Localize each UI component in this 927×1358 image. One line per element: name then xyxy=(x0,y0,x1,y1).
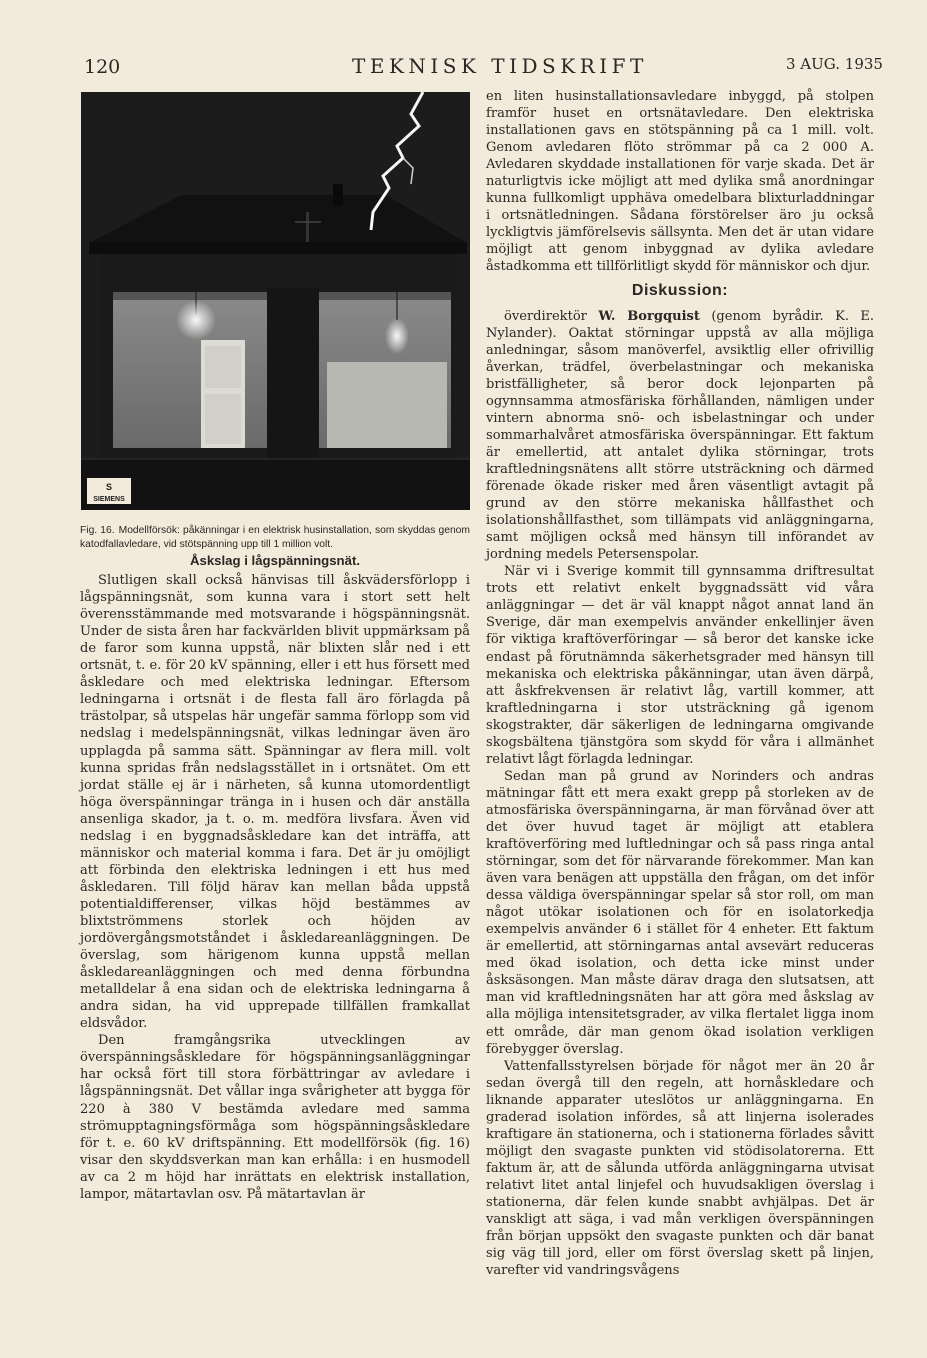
model-house-lightning-photo xyxy=(81,92,470,510)
right-column xyxy=(486,88,874,1279)
paragraph xyxy=(486,308,874,564)
figure-16-photo xyxy=(81,92,470,510)
paragraph: När vi i Sverige kommit till gynnsamma driftresultat trots ett relativt enkelt byggnadssätt vid våra anläggningar — det är väl knappt något annat land än Sverige, där man exempelvis använder enkellinjer även för viktiga kraftöverföringar — så beror det kanske icke endast på förutnämnda säkerhetsgrader med hänsyn till mekaniska och elektriska påkänningar, utan även därpå, att åskfrekvensen är relativt låg, vartill kommer, att kraftledningarna i stor utsträckning gå igenom skogstrakter, där säkerligen de ledningarna omgivande skogsbältena tjänstgöra som skydd för våra i allmänhet relativt lågt förlagda ledningar. xyxy=(486,564,874,767)
paragraph-continuation: en liten husinstallationsavledare inbyggd, på stolpen framför huset en ortsnätavledare. Den elektriska installationen gavs en stötspänning på ca 1 mill. volt. Genom avledaren flöto strömmar på ca 2 000 A. Avledaren skyddade installationen för varje skada. Det är naturligtvis icke möjligt att med dylika små anordningar kunna fullkomligt upphäva omedelbara blixturladdningar i ortsnätledningen. Sådana förstörelser äro ju också lyckligtvis jämförelsevis sällsynta. Men det är utan vidare möjligt att genom inbyggnad av dylika avledare åstadkomma ett tillförlitligt skydd för människor och djur. xyxy=(486,89,874,275)
svg-text:S: S xyxy=(105,482,113,492)
paragraph: Slutligen skall också hänvisas till åskvädersförlopp i lågspänningsnät, som kunna vara i stort sett helt överensstämmande med motsvarande i högspänningsnät. Under de sista åren har fackvärlden blivit uppmärksam på de faror som kunna uppstå, när blixten slår ned i ett ortsnät, t. e. för 20 kV spänning, eller i ett hus försett med åskledare och med elektriska ledningar. Eftersom ledningarna i ortsnät i de flesta fall äro förlagda på trästolpar, så utspelas här ungefär samma förlopp som vid nedslag i medelspänningsnät, vilkas ledningar även äro upplagda på samma sätt. Spänningar av flera mill. volt kunna spridas från nedslagsstället in i ortsnätet. Om ett jordat ställe ej är i närheten, så kunna utomordentligt höga överspänningar tränga in i husen och där anställa ansenliga skador, ja t. o. m. medföra livsfara. Även vid nedslag i en byggnadsåskledare kan det inträffa, att människor och material komma i fara. Det är ju omöjligt att förbinda den elektriska ledningen i ett hus med åskledaren. Till följd härav kan mellan båda uppstå potentialdifferenser, vilkas höjd bestämmes av blixtströmmens storlek och höjden av jordövergångsmotståndet i åskledareanläggningen. De överslag, som härigenom kunna uppstå mellan åskledareanläggningen och med denna förbundna metalldelar å ena sidan och de elektriska ledningarna å andra sidan, ha vid upprepade tillfällen framkallat eldsvådor. xyxy=(80,573,470,1032)
paragraph: Sedan man på grund av Norinders och andras mätningar fått ett mera exakt grepp på storleken av de atmosfäriska överspänningarna, är man förvånad över att det över huvud taget är möjligt att etablera kraftöverföring med luftledningar och så pass ringa antal störningar, som det för närvarande förekommer. Man kan även vara benägen att uppställa den frågan, om det inför dessa väldiga överspänningar spelar så stor roll, om man något utökar isolationen och för en isolatorkedja exempelvis använder 6 i stället för 4 enheter. Ett faktum är emellertid, att störningarnas antal avsevärt reduceras med ökad isolation, och detta icke minst under åsksäsongen. Man måste därav draga den slutsatsen, att man vid kraftledningsnäten har att göra med åskslag av alla möjliga intensitetsgrader, av vilka flertalet ligga inom ett område, där man genom ökad isolation verkligen förebygger överslag. xyxy=(486,768,874,1057)
figure-caption xyxy=(80,524,470,552)
chimney xyxy=(333,184,343,206)
figure-label: Fig. 16. xyxy=(80,525,115,536)
section-heading: Åskslag i lågspänningsnät. xyxy=(189,553,360,568)
siemens-logo-text: SIEMENS xyxy=(93,496,125,503)
issue-date: 3 AUG. 1935 xyxy=(786,55,883,73)
paragraph: Vattenfallsstyrelsen började för något mer än 20 år sedan övergå till den regeln, att hornåskledare och liknande apparater uteslötos ur anläggningarna. En graderad isolation infördes, så att linjerna isolerades kraftigare än stationerna, och i stationerna förlades såvitt möjligt den svagaste punkten vid stödisolatorerna. Ett faktum är, att de sålunda utförda anläggningarna utvisat relativt litet antal linjefel och huvudsakligen överslag i stationerna, där felen kunde snabbt avhjälpas. Det är vanskligt att säga, i vad mån verkligen överspänningen från början uppsökt den svagaste punkten och där banat sig väg till jord, eller om först överslag skett på linjen, varefter vid vandringsvågens xyxy=(486,1058,874,1279)
speaker-note: (genom byrådir. K. E. Nylander). xyxy=(486,308,875,341)
lamp-left xyxy=(176,300,216,340)
journal-title: TEKNISK TIDSKRIFT xyxy=(352,54,648,78)
speaker-name: W. Borgquist xyxy=(598,308,700,324)
discussion-heading: Diskussion: xyxy=(631,281,729,299)
page-header xyxy=(0,52,927,86)
left-column xyxy=(80,524,470,1203)
paragraph: Den framgångsrika utvecklingen av överspänningsåskledare för högspänningsanläggningar har också fört till stora förbättringar av avledare i lågspänningsnät. Det vållar inga svårigheter att bygga för 220 à 380 V bestämda avledare med samma strömupptagningsförmåga som högspänningsåskledare för t. e. 60 kV driftspänning. Ett modellförsök (fig. 16) visar den skyddsverkan man kan erhålla: i en husmodell av ca 2 m höjd har inrättats en elektrisk installation, lampor, mätartavlan osv. På mätartavlan är xyxy=(80,1033,470,1202)
page-number: 120 xyxy=(84,56,121,78)
figure-caption-text: Modellförsök: påkänningar i en elektrisk husinstallation, som skyddas genom katodfallavledare, vid stötspänning upp till 1 million volt. xyxy=(80,525,470,550)
speaker-title: överdirektör xyxy=(504,308,587,324)
lamp-right xyxy=(385,318,409,354)
paragraph-text: Oaktat störningar uppstå av alla möjliga anledningar, såsom manöverfel, avsiktlig eller ofrivillig åverkan, trädfel, överbelastningar och mekaniska bristfälligheter, så beror dock lejonparten på ogynnsamma atmosfäriska förhållanden, nämligen under vintern abnorma snö- och isbelastningar och under sommarhalvåret atmosfäriska överspänningar. Ett faktum är emellertid, att antalet dylika störningar, trots kraftledningsnätens allt större utsträckning och därmed förenade ökade risker med åren väsentligt avtagit på grund av den större mekaniska hållfasthet och isolationshållfasthet, som tillämpats vid anläggningarna, samt möjligen också med hänsyn till införandet av jordning medels Petersenspolar. xyxy=(486,325,874,563)
